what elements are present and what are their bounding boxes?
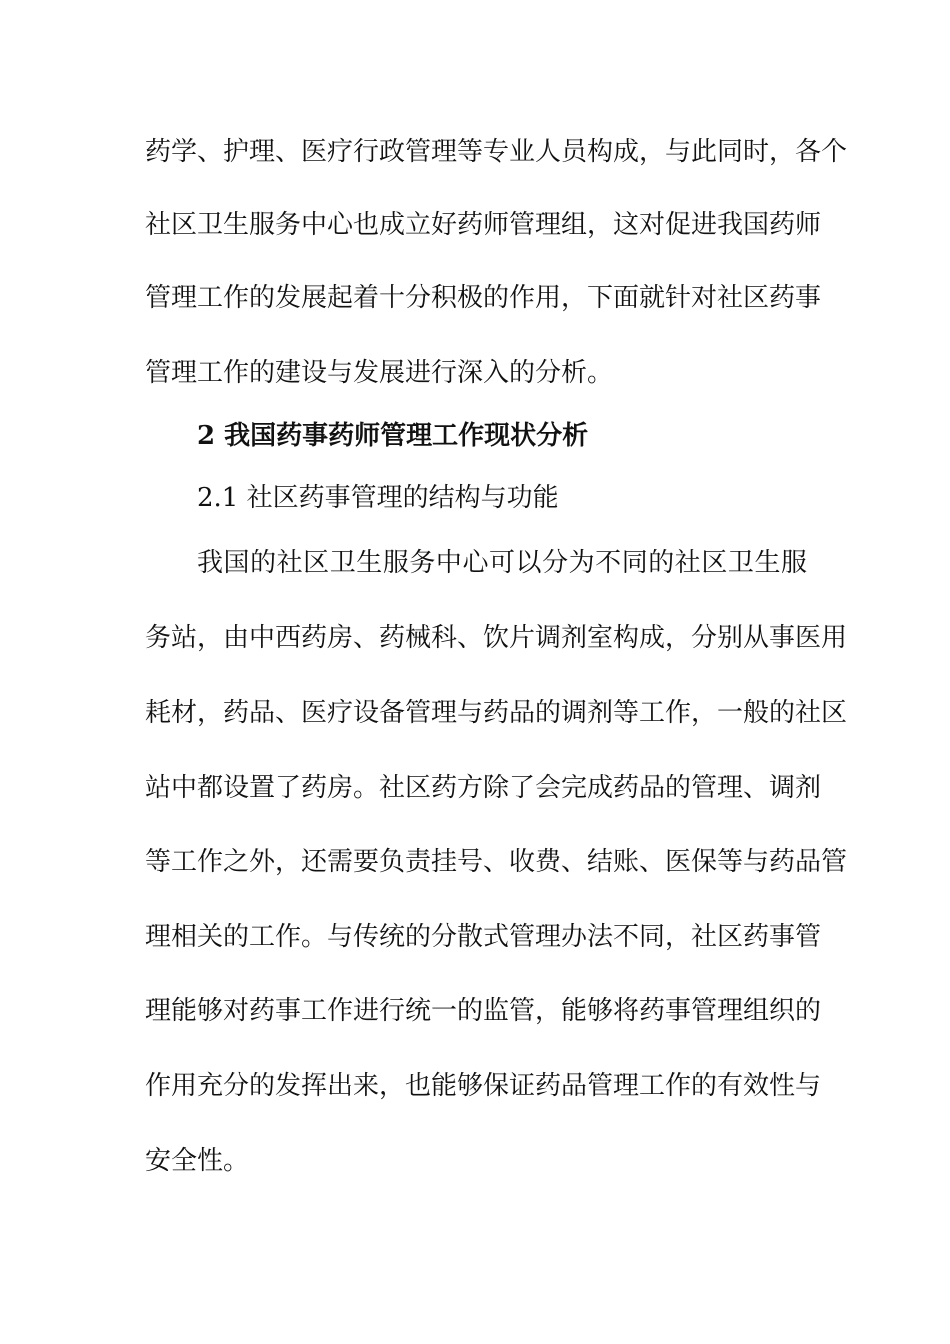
section-heading-2: 2 我国药事药师管理工作现状分析	[197, 421, 589, 451]
paragraph-2-line-9: 安全性。	[145, 1146, 250, 1176]
paragraph-1-line-1: 药学、护理、医疗行政管理等专业人员构成，与此同时，各个	[145, 137, 848, 167]
paragraph-2-line-4: 站中都设置了药房。社区药方除了会完成药品的管理、调剂	[145, 773, 822, 803]
paragraph-2-line-8: 作用充分的发挥出来，也能够保证药品管理工作的有效性与	[145, 1071, 822, 1101]
paragraph-1-line-4: 管理工作的建设与发展进行深入的分析。	[145, 358, 614, 388]
paragraph-1-line-2: 社区卫生服务中心也成立好药师管理组，这对促进我国药师	[145, 210, 822, 240]
paragraph-2-line-7: 理能够对药事工作进行统一的监管，能够将药事管理组织的	[145, 996, 822, 1026]
paragraph-2-line-2: 务站，由中西药房、药械科、饮片调剂室构成，分别从事医用	[145, 623, 848, 653]
paragraph-2-line-5: 等工作之外，还需要负责挂号、收费、结账、医保等与药品管	[145, 847, 848, 877]
paragraph-2-line-3: 耗材，药品、医疗设备管理与药品的调剂等工作，一般的社区	[145, 698, 848, 728]
paragraph-2-line-6: 理相关的工作。与传统的分散式管理办法不同，社区药事管	[145, 922, 822, 952]
paragraph-2-line-1: 我国的社区卫生服务中心可以分为不同的社区卫生服	[197, 548, 807, 578]
subsection-heading-2-1: 2.1 社区药事管理的结构与功能	[197, 483, 559, 513]
paragraph-1-line-3: 管理工作的发展起着十分积极的作用，下面就针对社区药事	[145, 283, 822, 313]
